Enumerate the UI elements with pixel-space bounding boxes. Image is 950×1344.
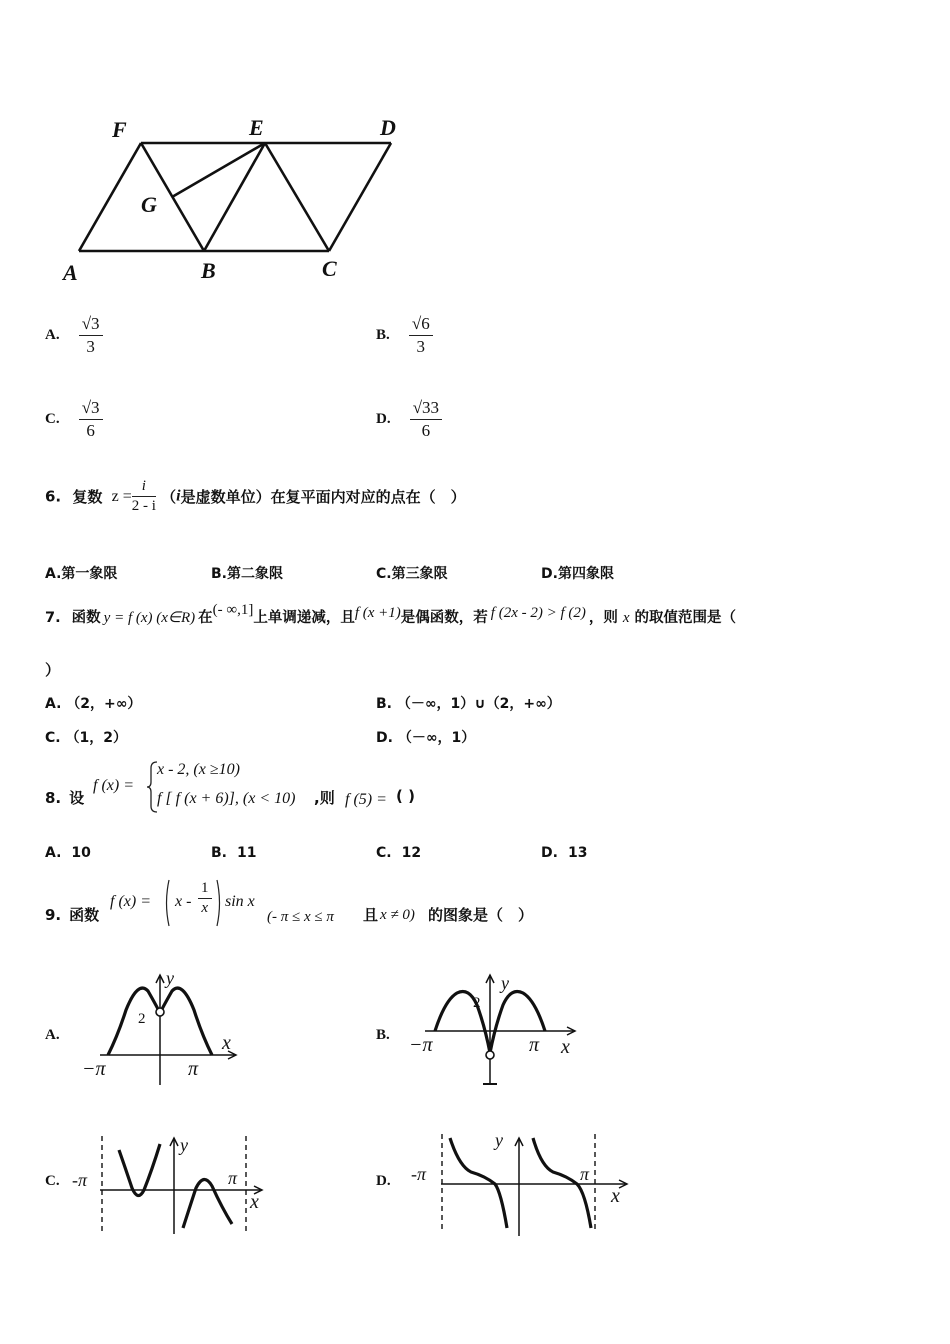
- q9-option-d-label[interactable]: D.: [376, 1173, 391, 1189]
- q8-paren: ( ): [396, 787, 415, 805]
- graph-option-b[interactable]: [405, 965, 585, 1090]
- q8-option-b[interactable]: B. 11: [211, 845, 257, 861]
- graph-c-curve-left: [119, 1144, 160, 1196]
- graph-a-neg-pi: −π: [82, 1058, 106, 1080]
- q9-option-c-label[interactable]: C.: [45, 1173, 60, 1189]
- q8-fx: f (x) =: [93, 777, 134, 794]
- graph-b-x-label: x: [561, 1036, 570, 1058]
- q9-fx: f (x) =: [110, 893, 151, 910]
- q7-option-a[interactable]: A. （2，+∞）: [45, 696, 142, 712]
- q6-option-a[interactable]: A.第一象限: [45, 566, 118, 582]
- graph-a-curve-right: [160, 988, 212, 1055]
- q9-domain: (- π ≤ x ≤ π: [267, 909, 334, 925]
- q8-case-1: x - 2, (x ≥10): [157, 761, 240, 778]
- question-7-close: ）: [45, 661, 61, 679]
- segment-cd: [329, 143, 391, 251]
- graph-a-two: 2: [138, 1011, 146, 1027]
- graph-c-neg-pi: -π: [72, 1170, 88, 1190]
- graph-d-y-label: y: [495, 1130, 503, 1150]
- label-e: E: [249, 115, 264, 140]
- graph-b-two: 2: [473, 995, 481, 1011]
- graph-b-neg-pi: −π: [409, 1034, 433, 1056]
- graph-a-hole: [156, 1008, 164, 1016]
- question-6: 6. 复数 z = $\frac{i}{2 - i}$ （i是虚数单位）在复平面内对应的点在（ ）: [45, 478, 466, 514]
- graph-c-x-label: x: [250, 1191, 259, 1213]
- q9-left-paren: [163, 878, 171, 928]
- graph-d-pi: π: [580, 1164, 590, 1184]
- graph-option-d[interactable]: [405, 1128, 635, 1240]
- label-d: D: [380, 115, 396, 140]
- q8-case-2: f [ f (x + 6)], (x < 10): [157, 790, 296, 807]
- q9-tail: 的图象是（ ）: [428, 906, 534, 924]
- graph-a-pi: π: [188, 1058, 199, 1080]
- question-7: 7. 函数 y = f (x) (x∈R) 在(- ∞,1]上单调递减，且f (x +1)是偶函数，若 f (2x - 2) > f (2) ，则 x 的取值范围是（: [45, 602, 737, 626]
- segment-af: [79, 143, 141, 251]
- q6-option-d[interactable]: D.第四象限: [541, 566, 614, 582]
- q8-option-c[interactable]: C. 12: [376, 845, 422, 861]
- q6-option-c[interactable]: C.第三象限: [376, 566, 448, 582]
- q9-option-a-label[interactable]: A.: [45, 1027, 60, 1043]
- graph-b-y-label: y: [501, 973, 509, 993]
- graph-c-y-label: y: [180, 1135, 188, 1155]
- label-a: A: [63, 260, 78, 285]
- q8-option-d[interactable]: D. 13: [541, 845, 588, 861]
- graph-a-curve-left: [108, 988, 160, 1055]
- label-g: G: [141, 192, 157, 217]
- question-8-number: 8. 设: [45, 789, 85, 807]
- q6-option-b[interactable]: B.第二象限: [211, 566, 283, 582]
- q7-option-b[interactable]: B. （－∞，1）∪（2，+∞）: [376, 696, 561, 712]
- q5-option-b[interactable]: B. $\frac{√6}{3}$: [376, 314, 433, 357]
- segment-be: [204, 143, 265, 251]
- graph-option-c[interactable]: [70, 1130, 270, 1240]
- q8-option-a[interactable]: A. 10: [45, 845, 91, 861]
- q7-option-c[interactable]: C. （1，2）: [45, 730, 127, 746]
- question-9-number: 9. 函数: [45, 906, 100, 924]
- q5-option-d[interactable]: D. $\frac{√33}{6}$: [376, 398, 442, 441]
- graph-b-curve-left: [435, 992, 490, 1054]
- segment-ec: [265, 143, 329, 251]
- q8-then: ,则: [314, 789, 335, 807]
- q9-fraction: $\frac{1}{x}$: [198, 880, 212, 917]
- q8-f5: f (5) =: [345, 791, 387, 808]
- q9-qie: 且: [363, 906, 379, 924]
- graph-d-curve-left: [450, 1138, 507, 1228]
- graph-d-x-label: x: [611, 1185, 620, 1207]
- q5-option-c[interactable]: C. $\frac{√3}{6}$: [45, 398, 103, 441]
- q5-option-a[interactable]: A. $\frac{√3}{3}$: [45, 314, 103, 357]
- label-b: B: [201, 258, 216, 283]
- graph-d-neg-pi: -π: [411, 1164, 427, 1184]
- q9-option-b-label[interactable]: B.: [376, 1027, 390, 1043]
- graph-option-a[interactable]: [78, 965, 248, 1090]
- graph-b-pi: π: [529, 1034, 540, 1056]
- graph-a-y-label: y: [166, 968, 174, 988]
- label-f: F: [112, 117, 127, 142]
- q9-x-minus: x -: [175, 893, 192, 910]
- q7-option-d[interactable]: D. （－∞，1）: [376, 730, 476, 746]
- q9-right-paren: [215, 878, 223, 928]
- graph-c-pi: π: [228, 1168, 238, 1188]
- q9-cond: x ≠ 0): [380, 907, 415, 923]
- q9-sin: sin x: [225, 893, 255, 910]
- parallelogram-figure: [55, 110, 415, 290]
- graph-b-hole: [486, 1051, 494, 1059]
- graph-c-curve-right: [183, 1179, 232, 1228]
- label-c: C: [322, 256, 337, 281]
- graph-a-x-label: x: [222, 1032, 231, 1054]
